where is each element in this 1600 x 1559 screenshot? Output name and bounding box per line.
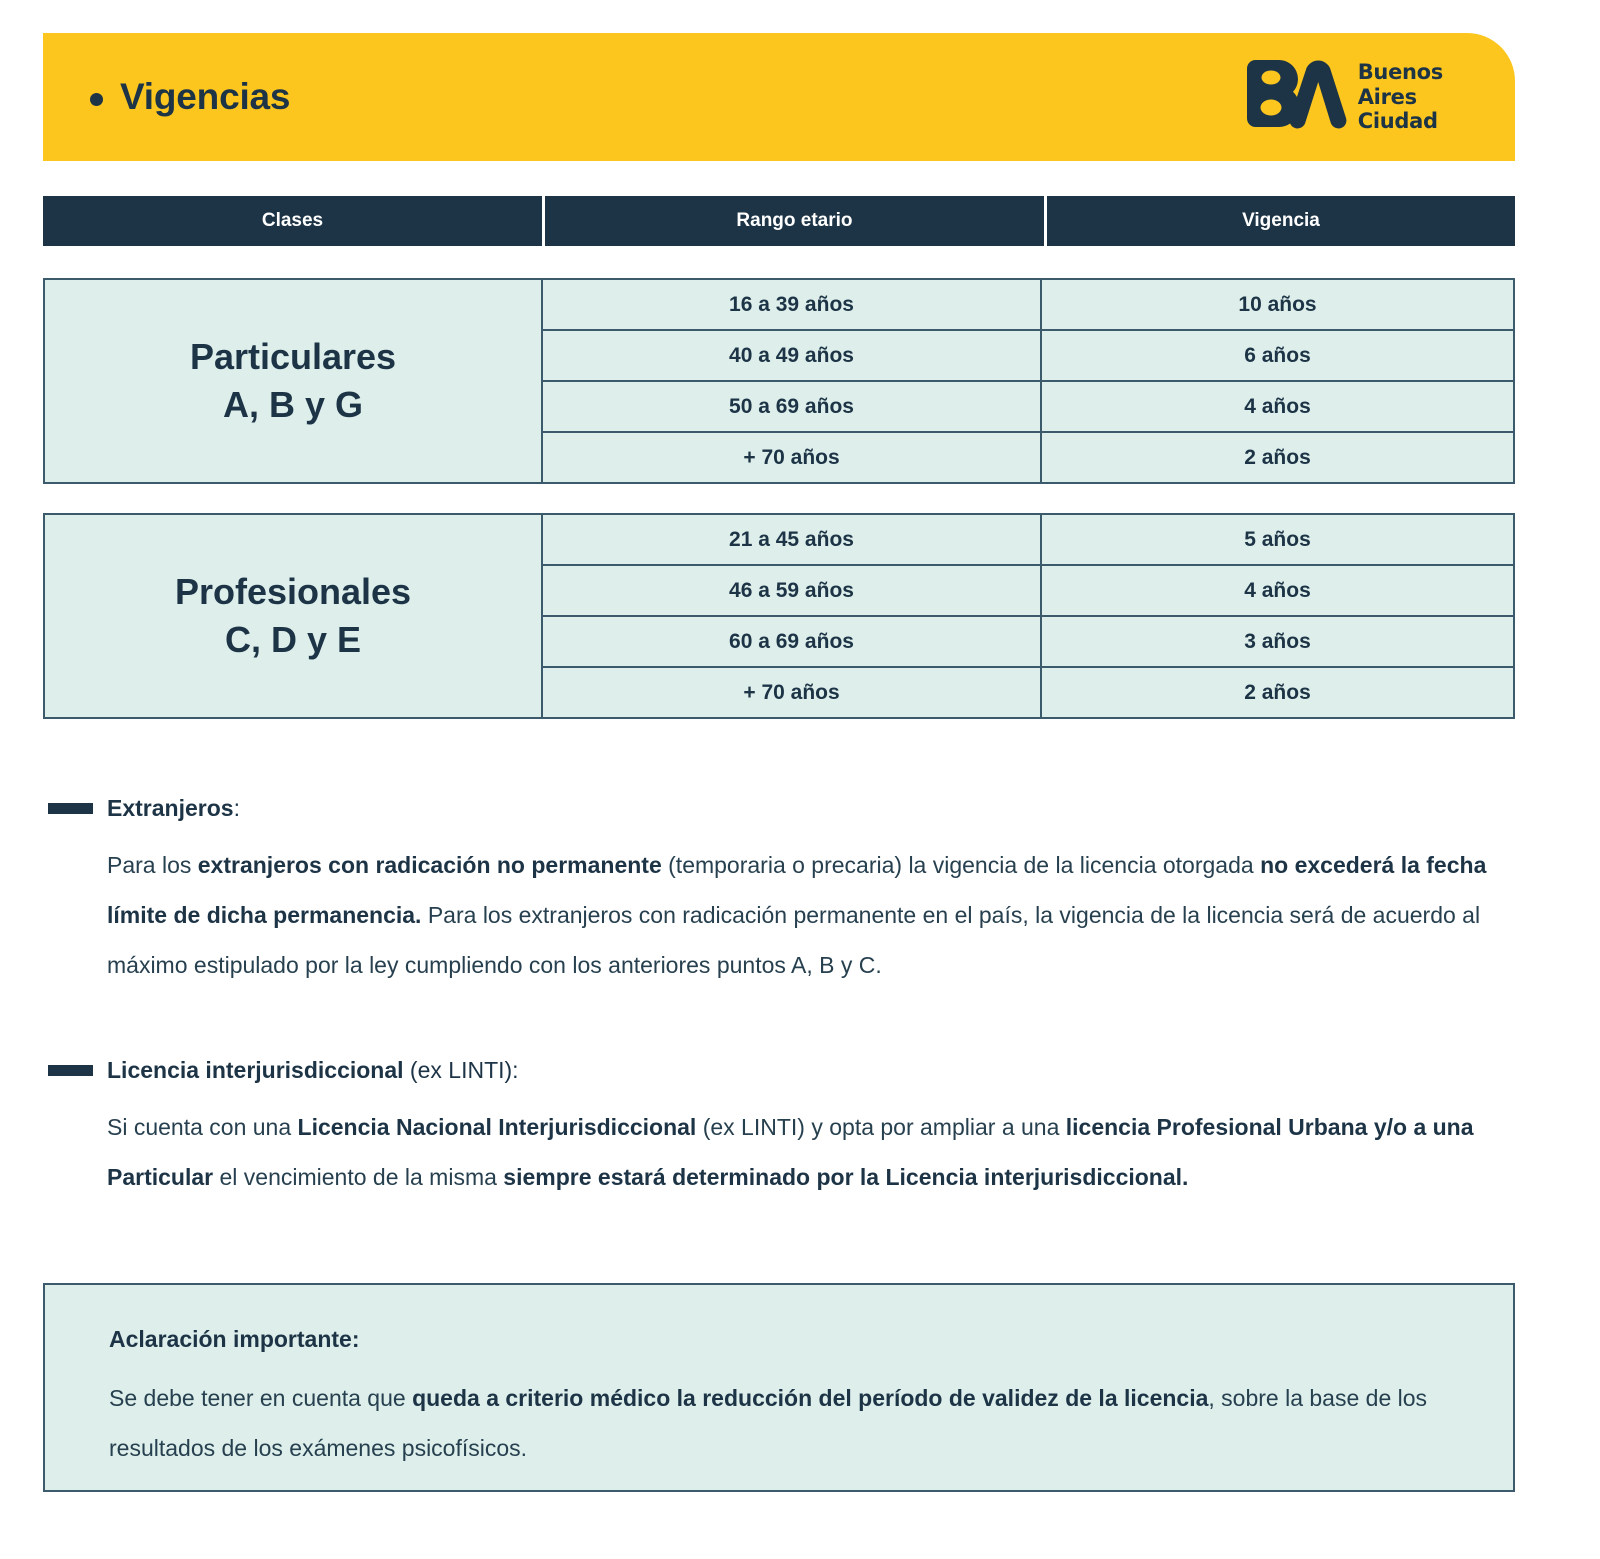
note-title-extranjeros [107, 790, 1515, 826]
table-group-profesionales [43, 513, 1515, 719]
callout-title: Aclaración importante: [109, 1326, 360, 1352]
table-row [543, 668, 1513, 717]
cell-age-range: 40 a 49 años [543, 331, 1042, 380]
note-title-rest: : [233, 795, 240, 821]
table-rows-particulares [543, 280, 1513, 482]
logo-wordmark [1358, 60, 1443, 133]
buenos-aires-ciudad-logo [1243, 60, 1443, 134]
page-header-banner [43, 33, 1515, 161]
notes-section [43, 790, 1515, 990]
class-cell-profesionales [45, 515, 543, 717]
bullet-dot-icon [90, 93, 103, 106]
cell-validity: 4 años [1244, 394, 1311, 418]
ba-monogram-icon [1243, 60, 1347, 134]
notes-section-2 [43, 1052, 1515, 1202]
table-row [543, 433, 1513, 482]
note-title-licencia [107, 1052, 1515, 1088]
note-body-licencia: Si cuenta con una Licencia Nacional Interjurisdiccional (ex LINTI) y opta por ampliar a una licencia Profesional Urbana y/o a una Particular el vencimiento de la misma siempre estará determinado por la Licencia interjurisdiccional. [107, 1114, 1474, 1190]
cell-validity: 6 años [1244, 343, 1311, 367]
note-extranjeros [43, 790, 1515, 990]
cell-validity: 2 años [1244, 680, 1311, 704]
column-header-rango-etario: Rango etario [545, 196, 1044, 246]
dash-bullet-icon [48, 1065, 93, 1076]
logo-line-3: Ciudad [1357, 109, 1438, 134]
note-body-extranjeros: Para los extranjeros con radicación no permanente (temporaria o precaria) la vigencia de la licencia otorgada no excederá la fecha límite de dicha permanencia. Para los extranjeros con radicación permanente en el país, la vigencia de la licencia será de acuerdo al máximo estipulado por la ley cumpliendo con los anteriores puntos A, B y C. [107, 852, 1487, 978]
column-header-vigencia: Vigencia [1047, 196, 1515, 246]
table-row [543, 382, 1513, 433]
table-group-particulares [43, 278, 1515, 484]
cell-age-range: 60 a 69 años [543, 617, 1042, 666]
column-header-clases: Clases [43, 196, 542, 246]
cell-validity: 3 años [1244, 629, 1311, 653]
cell-age-range: 46 a 59 años [543, 566, 1042, 615]
logo-line-2: Aires [1357, 84, 1417, 109]
logo-line-1: Buenos [1357, 60, 1443, 85]
table-header-row [43, 196, 1515, 246]
note-title-rest: (ex LINTI): [403, 1057, 519, 1083]
important-notice-callout [43, 1283, 1515, 1492]
class-name-line-2: C, D y E [224, 619, 362, 660]
cell-validity: 2 años [1244, 445, 1311, 469]
table-row [543, 331, 1513, 382]
cell-validity: 10 años [1238, 292, 1317, 316]
note-licencia-interjurisdiccional [43, 1052, 1515, 1202]
cell-age-range: 16 a 39 años [543, 280, 1042, 329]
class-cell-particulares [45, 280, 543, 482]
cell-age-range: + 70 años [543, 433, 1042, 482]
table-row [543, 566, 1513, 617]
note-title-bold: Licencia interjurisdiccional [107, 1057, 404, 1083]
cell-age-range: 50 a 69 años [543, 382, 1042, 431]
dash-bullet-icon [48, 803, 93, 814]
cell-validity: 5 años [1244, 527, 1311, 551]
class-name-line-1: Profesionales [174, 570, 412, 612]
page-title [90, 76, 290, 118]
cell-age-range: 21 a 45 años [543, 515, 1042, 564]
table-row [543, 515, 1513, 566]
class-name-line-2: A, B y G [222, 384, 364, 425]
callout-body: Se debe tener en cuenta que queda a criterio médico la reducción del período de validez de la licencia, sobre la base de los resultados de los exámenes psicofísicos. [109, 1385, 1428, 1461]
class-name-line-1: Particulares [189, 335, 397, 377]
table-rows-profesionales [543, 515, 1513, 717]
cell-age-range: + 70 años [543, 668, 1042, 717]
cell-validity: 4 años [1244, 578, 1311, 602]
note-title-bold: Extranjeros [107, 795, 234, 821]
table-row [543, 280, 1513, 331]
page-title-text: Vigencias [120, 76, 291, 117]
table-row [543, 617, 1513, 668]
